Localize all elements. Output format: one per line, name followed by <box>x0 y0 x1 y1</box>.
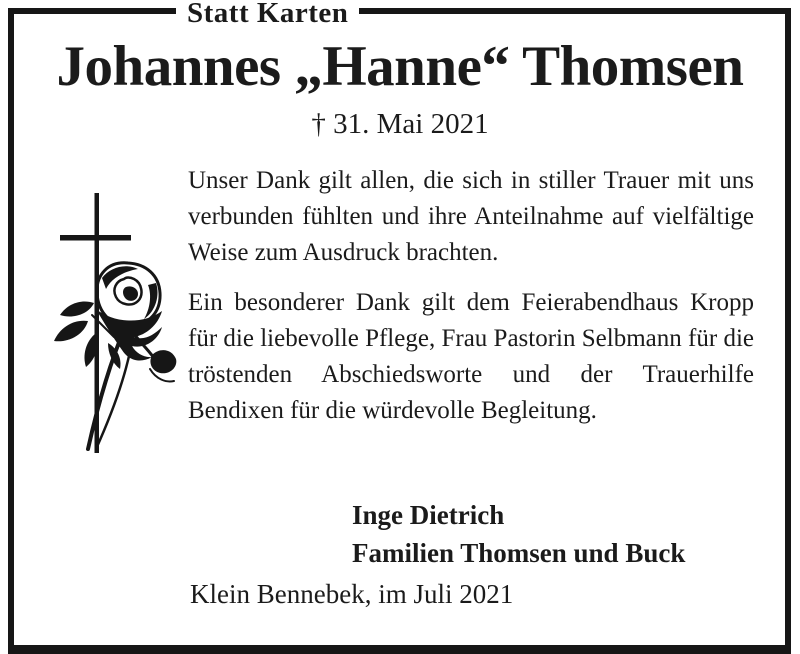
thanks-text <box>188 163 754 443</box>
place-date: Klein Bennebek, im Juli 2021 <box>190 579 514 609</box>
signatures <box>352 496 685 572</box>
death-date: † 31. Mai 2021 <box>311 108 489 140</box>
signature-line: Inge Dietrich <box>352 500 505 530</box>
cross-rose-illustration <box>38 183 178 458</box>
rose-icon <box>54 263 176 449</box>
signature-line: Familien Thomsen und Buck <box>352 538 686 568</box>
special-thanks-paragraph: Ein besonderer Dank gilt dem Feierabendhaus Kropp für die liebevolle Pflege, Frau Pastorin Selbmann für die tröstenden Abschiedsworte und der Trauerhilfe Bendixen für die würdevolle Begleitung. <box>188 289 754 424</box>
header-label: Statt Karten <box>176 0 359 30</box>
deceased-name: Johannes „Hanne“ Thomsen <box>56 35 744 98</box>
thanks-paragraph: Unser Dank gilt allen, die sich in stiller Trauer mit uns verbunden fühlten und ihre Anteilnahme auf vielfältige Weise zum Ausdruck brachten. <box>188 167 754 266</box>
